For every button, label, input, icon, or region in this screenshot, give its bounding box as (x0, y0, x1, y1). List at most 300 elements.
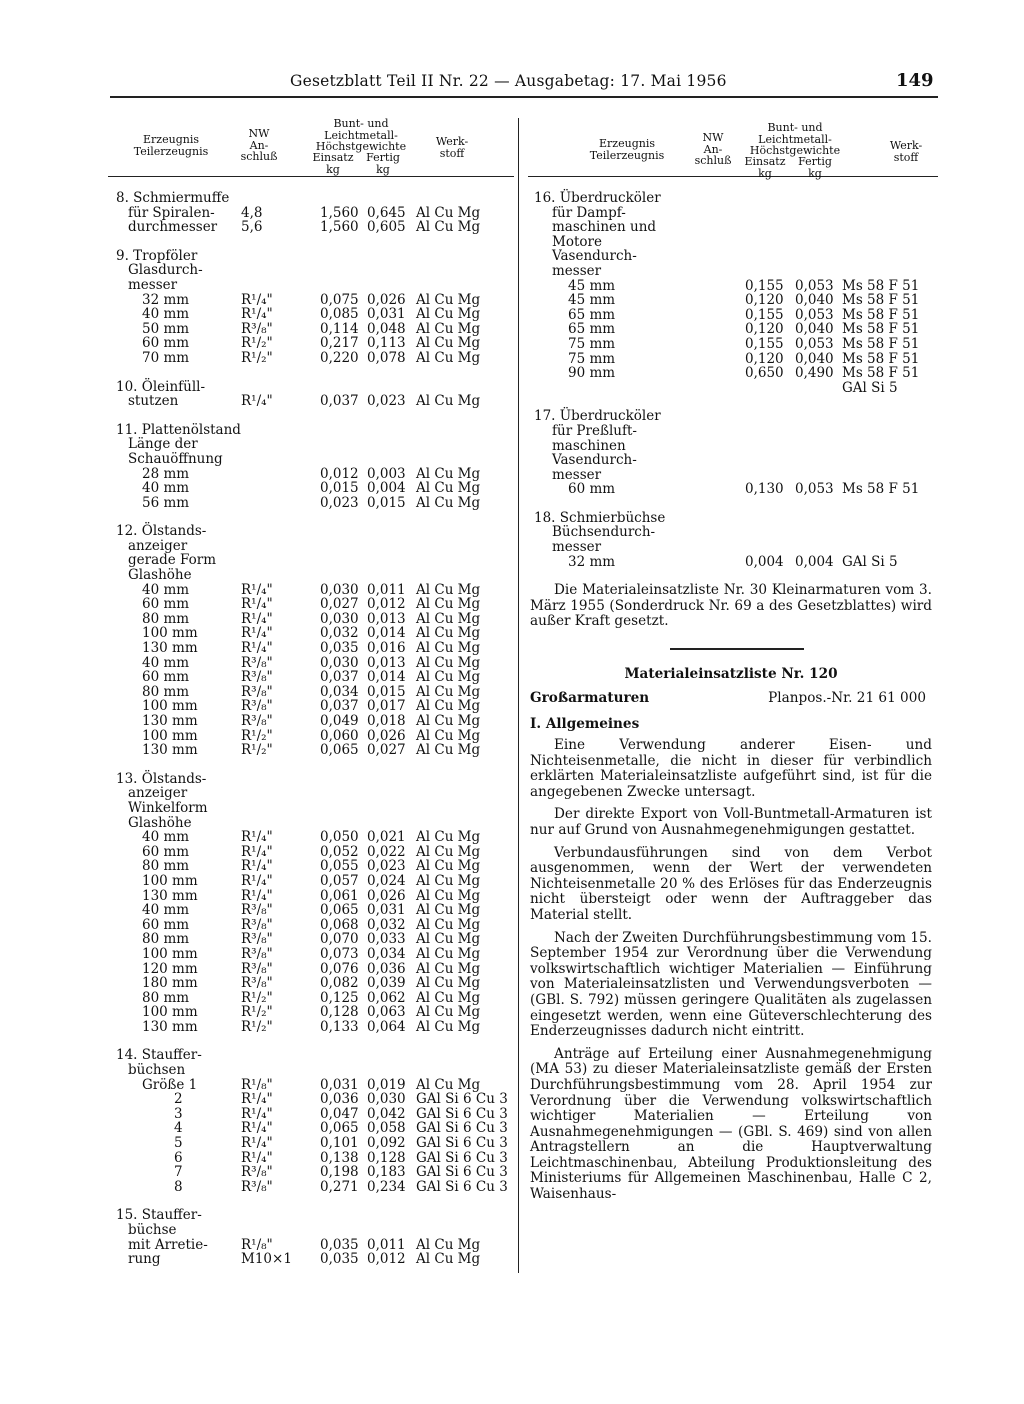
cell-werkstoff: Al Cu Mg (416, 349, 481, 366)
cell-fertig: 0,027 (367, 742, 406, 759)
cell-werkstoff: Ms 58 F 51 (842, 335, 920, 352)
cell-label: messer (552, 466, 602, 483)
subtitle-row (530, 690, 932, 708)
cell-label: messer (552, 539, 602, 556)
cell-fertig: 0,113 (367, 335, 406, 352)
cell-werkstoff: Al Cu Mg (416, 931, 481, 948)
cell-label: 8 (174, 1178, 183, 1195)
cell-label: Winkelform (128, 799, 208, 816)
cell-nw: R¹/₂" (241, 335, 273, 352)
cell-label: messer (128, 276, 178, 293)
table-row (108, 206, 514, 221)
cell-nw: R¹/₄" (241, 858, 273, 875)
cell-label: 80 mm (142, 931, 190, 948)
cell-werkstoff: Al Cu Mg (416, 989, 481, 1006)
cell-label: 7 (174, 1164, 183, 1181)
cell-fertig: 0,063 (367, 1004, 406, 1021)
cell-fertig: 0,026 (367, 887, 406, 904)
table-row (528, 337, 938, 352)
cell-werkstoff: GAl Si 6 Cu 3 (416, 1091, 508, 1108)
cell-nw: R³/₈" (241, 320, 273, 337)
table-row (108, 976, 514, 991)
table-row (528, 511, 938, 526)
cell-fertig: 0,023 (367, 393, 406, 410)
table-row (528, 293, 938, 308)
cell-label: 100 mm (142, 727, 198, 744)
cell-fertig: 0,031 (367, 902, 406, 919)
cell-werkstoff: Al Cu Mg (416, 581, 481, 598)
table-row (108, 1063, 514, 1078)
table-row (108, 874, 514, 889)
table-row (528, 352, 938, 367)
cell-label: 100 mm (142, 872, 198, 889)
cell-fertig: 0,078 (367, 349, 406, 366)
material-list-title: Materialeinsatzliste Nr. 120 (624, 666, 838, 683)
cell-einsatz: 0,068 (320, 916, 359, 933)
cell-nw: R³/₈" (241, 698, 273, 715)
cell-nw: R³/₈" (241, 654, 273, 671)
cell-werkstoff: Al Cu Mg (416, 872, 481, 889)
cell-label: büchsen (128, 1062, 186, 1079)
cell-werkstoff: GAl Si 6 Cu 3 (416, 1149, 508, 1166)
right-column (528, 114, 938, 1210)
cell-label: Schauöffnung (128, 450, 223, 467)
cell-einsatz: 0,050 (320, 829, 359, 846)
table-row (108, 351, 514, 366)
cell-einsatz: 0,070 (320, 931, 359, 948)
cell-werkstoff: Ms 58 F 51 (842, 321, 920, 338)
table-row (528, 279, 938, 294)
cell-label: 32 mm (142, 291, 190, 308)
cell-werkstoff: GAl Si 6 Cu 3 (416, 1164, 508, 1181)
table-row (108, 380, 514, 395)
cell-fertig: 0,022 (367, 843, 406, 860)
table-row (108, 539, 514, 554)
cell-label: 56 mm (142, 494, 190, 511)
cell-nw: R³/₈" (241, 683, 273, 700)
table-item (528, 511, 938, 569)
cell-nw: R¹/₂" (241, 1004, 273, 1021)
table-row (108, 278, 514, 293)
table-row (108, 452, 514, 467)
cell-label: 130 mm (142, 742, 198, 759)
cell-einsatz: 0,030 (320, 581, 359, 598)
cell-fertig: 0,011 (367, 1236, 406, 1253)
cell-label: 17. Überdrucköler (534, 408, 661, 425)
table-row (108, 1238, 514, 1253)
cell-werkstoff: Al Cu Mg (416, 945, 481, 962)
cell-werkstoff: Al Cu Mg (416, 291, 481, 308)
table-row (528, 525, 938, 540)
cell-label: rung (128, 1251, 161, 1268)
cell-fertig: 0,058 (367, 1120, 406, 1137)
table-row (108, 467, 514, 482)
cell-label: 180 mm (142, 975, 198, 992)
table-row (108, 801, 514, 816)
cell-einsatz: 0,049 (320, 713, 359, 729)
cell-label: Büchsendurch- (552, 524, 656, 541)
cell-label: 120 mm (142, 960, 198, 977)
header-text: stoff (439, 146, 465, 160)
cell-einsatz: 0,036 (320, 1091, 359, 1108)
cell-einsatz: 1,560 (320, 219, 359, 236)
cell-werkstoff: GAl Si 5 (842, 553, 898, 570)
cell-werkstoff: Ms 58 F 51 (842, 277, 920, 294)
cell-werkstoff: Al Cu Mg (416, 219, 481, 236)
plan-position: Planpos.-Nr. 21 61 000 (768, 690, 926, 707)
cell-fertig: 0,003 (367, 465, 406, 482)
cell-fertig: 0,018 (367, 713, 406, 729)
cell-einsatz: 0,155 (745, 277, 784, 294)
cell-werkstoff: GAl Si 5 (842, 379, 898, 396)
cell-einsatz: 0,004 (745, 553, 784, 570)
table-row (108, 1092, 514, 1107)
cell-werkstoff: Al Cu Mg (416, 683, 481, 700)
table-item (108, 524, 514, 758)
cell-nw: R¹/₄" (241, 1120, 273, 1137)
table-row (108, 1078, 514, 1093)
cell-fertig: 0,039 (367, 975, 406, 992)
header-text: Erzeugnis (143, 133, 199, 146)
left-column (108, 114, 514, 1281)
cell-einsatz: 0,198 (320, 1164, 359, 1181)
cell-label: 32 mm (568, 553, 616, 570)
cell-einsatz: 0,065 (320, 742, 359, 759)
table-item (528, 191, 938, 395)
cell-werkstoff: Al Cu Mg (416, 625, 481, 642)
cell-werkstoff: Al Cu Mg (416, 335, 481, 352)
table-row (108, 336, 514, 351)
cell-label: Glasdurch- (128, 262, 203, 279)
cell-nw: R¹/₂" (241, 742, 273, 759)
cell-werkstoff: Al Cu Mg (416, 1236, 481, 1253)
cell-fertig: 0,004 (367, 480, 406, 497)
cell-einsatz: 0,128 (320, 1004, 359, 1021)
cell-label: anzeiger (128, 785, 188, 802)
cell-werkstoff: Al Cu Mg (416, 596, 481, 613)
col-header-erzeugnis (116, 134, 226, 157)
cell-werkstoff: Al Cu Mg (416, 654, 481, 671)
table-row (528, 191, 938, 206)
table-item (108, 380, 514, 409)
table-row (108, 889, 514, 904)
table-row (108, 772, 514, 787)
table-row (108, 1208, 514, 1223)
header-text: Werk- (435, 135, 469, 148)
header-text: Bunt- und (333, 117, 389, 130)
cell-label: 3 (174, 1105, 183, 1122)
table-row (108, 263, 514, 278)
cell-fertig: 0,012 (367, 596, 406, 613)
cell-fertig: 0,490 (795, 365, 834, 382)
cell-einsatz: 0,065 (320, 902, 359, 919)
cell-label: 50 mm (142, 320, 190, 337)
cell-nw: R¹/₄" (241, 872, 273, 889)
cell-einsatz: 0,037 (320, 669, 359, 686)
col-header-einsatz (740, 156, 790, 179)
cell-fertig: 0,030 (367, 1091, 406, 1108)
cell-werkstoff: Ms 58 F 51 (842, 306, 920, 323)
cell-label: 130 mm (142, 1018, 198, 1035)
cell-fertig: 0,048 (367, 320, 406, 337)
cell-werkstoff: Al Cu Mg (416, 494, 481, 511)
cell-fertig: 0,033 (367, 931, 406, 948)
table-row (528, 366, 938, 381)
cell-fertig: 0,013 (367, 654, 406, 671)
table-row (108, 626, 514, 641)
cell-werkstoff: Ms 58 F 51 (842, 365, 920, 382)
cell-label: 65 mm (568, 306, 616, 323)
cell-einsatz: 0,120 (745, 321, 784, 338)
table-row (528, 453, 938, 468)
cell-einsatz: 0,023 (320, 494, 359, 511)
cell-einsatz: 0,130 (745, 481, 784, 498)
cell-werkstoff: GAl Si 6 Cu 3 (416, 1135, 508, 1152)
cell-fertig: 0,036 (367, 960, 406, 977)
table-row (108, 1048, 514, 1063)
cell-fertig: 0,092 (367, 1135, 406, 1152)
col-header-werkstoff (424, 136, 480, 159)
cell-werkstoff: Al Cu Mg (416, 975, 481, 992)
table-row (108, 1107, 514, 1122)
cell-nw: M10×1 (241, 1251, 292, 1268)
table-row (108, 656, 514, 671)
cell-werkstoff: Al Cu Mg (416, 1018, 481, 1035)
table-row (528, 424, 938, 439)
cell-fertig: 0,128 (367, 1149, 406, 1166)
cell-fertig: 0,040 (795, 350, 834, 367)
cell-label: 14. Stauffer- (116, 1047, 202, 1064)
cell-einsatz: 0,120 (745, 350, 784, 367)
table-item (108, 1048, 514, 1194)
cell-nw: R¹/₄" (241, 291, 273, 308)
cell-nw: R¹/₄" (241, 1135, 273, 1152)
cell-werkstoff: Ms 58 F 51 (842, 292, 920, 309)
header-rule (110, 96, 938, 98)
cell-nw: R³/₈" (241, 1164, 273, 1181)
paragraph: Nach der Zweiten Durchführungsbestimmung vom 15. September 1954 zur Verordnung über die Verwendung volkswirtschaftlich wichtiger Materialien — Einführung von Materialeinsatzlisten und Verwendungsverboten — (GBl. S. 792) müssen geringere Qualitäten als zugelassen eingesetzt werden, wenn eine Güteverschlechterung des Enderzeugnisses dadurch nicht eintritt. (530, 929, 932, 1040)
cell-label: 8. Schmiermuffe (116, 190, 230, 206)
cell-fertig: 0,015 (367, 683, 406, 700)
cell-werkstoff: Al Cu Mg (416, 610, 481, 627)
cell-nw: R¹/₄" (241, 581, 273, 598)
cell-einsatz: 0,085 (320, 306, 359, 323)
table-row (108, 641, 514, 656)
cell-nw: R¹/₂" (241, 1018, 273, 1035)
header-text: kg (376, 162, 390, 176)
cell-label: 60 mm (142, 843, 190, 860)
cell-einsatz: 0,012 (320, 465, 359, 482)
cell-fertig: 0,024 (367, 872, 406, 889)
cell-werkstoff: Al Cu Mg (416, 204, 481, 221)
header-text: Höchstgewichte (749, 144, 841, 157)
table-row (108, 1121, 514, 1136)
cell-einsatz: 0,031 (320, 1076, 359, 1093)
cell-label: 75 mm (568, 335, 616, 352)
header-text: Leichtmetall- (324, 128, 398, 142)
cell-label: Glashöhe (128, 814, 192, 831)
cell-einsatz: 0,220 (320, 349, 359, 366)
cell-label: 18. Schmierbüchse (534, 509, 666, 526)
cell-label: Glashöhe (128, 567, 192, 584)
cell-fertig: 0,014 (367, 625, 406, 642)
header-text: Teilerzeugnis (589, 148, 665, 162)
cell-einsatz: 0,076 (320, 960, 359, 977)
cell-nw: R¹/₈" (241, 1076, 273, 1093)
cell-label: gerade Form (128, 552, 217, 569)
cell-einsatz: 0,060 (320, 727, 359, 744)
cell-label: 130 mm (142, 887, 198, 904)
table-row (108, 685, 514, 700)
table-row (528, 235, 938, 250)
table-row (108, 816, 514, 831)
header-text: Fertig (798, 155, 832, 168)
cell-label: Länge der (128, 436, 198, 453)
header-text: Höchstgewichte (315, 140, 407, 153)
table-row (108, 1223, 514, 1238)
cell-nw: R¹/₂" (241, 989, 273, 1006)
table-row (528, 322, 938, 337)
cell-nw: R³/₈" (241, 975, 273, 992)
cell-label: 9. Tropföler (116, 247, 198, 264)
cell-fertig: 0,183 (367, 1164, 406, 1181)
cell-nw: R¹/₄" (241, 640, 273, 657)
cell-einsatz: 0,114 (320, 320, 359, 337)
cell-nw: R¹/₄" (241, 829, 273, 846)
cell-label: 6 (174, 1149, 183, 1166)
cell-einsatz: 0,032 (320, 625, 359, 642)
cell-werkstoff: Al Cu Mg (416, 1251, 481, 1268)
table-item (108, 772, 514, 1035)
cell-nw: 4,8 (241, 204, 263, 221)
text-block (528, 583, 938, 1202)
table-row (108, 918, 514, 933)
section-separator (670, 648, 804, 650)
cell-label: 16. Überdrucköler (534, 190, 661, 206)
table-row (108, 743, 514, 758)
cell-label: 100 mm (142, 625, 198, 642)
cell-label: 40 mm (142, 306, 190, 323)
cell-werkstoff: Al Cu Mg (416, 480, 481, 497)
table-row (108, 962, 514, 977)
cell-label: Größe 1 (142, 1076, 198, 1093)
subtitle-left: Großarmaturen (530, 690, 650, 707)
cell-fertig: 0,645 (367, 204, 406, 221)
table-row (528, 206, 938, 221)
cell-label: 2 (174, 1091, 183, 1108)
table-row (108, 991, 514, 1006)
table-row (108, 481, 514, 496)
cell-nw: R¹/₄" (241, 843, 273, 860)
cell-einsatz: 0,030 (320, 610, 359, 627)
cell-werkstoff: Al Cu Mg (416, 858, 481, 875)
cell-fertig: 0,017 (367, 698, 406, 715)
cell-einsatz: 0,035 (320, 1251, 359, 1268)
cell-werkstoff: Al Cu Mg (416, 465, 481, 482)
cell-nw: R¹/₄" (241, 1091, 273, 1108)
cell-einsatz: 0,650 (745, 365, 784, 382)
cell-fertig: 0,004 (795, 553, 834, 570)
table-row (528, 482, 938, 497)
cell-nw: R³/₈" (241, 902, 273, 919)
cell-fertig: 0,040 (795, 292, 834, 309)
header-text: Leichtmetall- (758, 132, 832, 146)
table-row (108, 496, 514, 511)
cell-nw: 5,6 (241, 219, 263, 236)
cell-werkstoff: Al Cu Mg (416, 902, 481, 919)
cell-label: 60 mm (142, 916, 190, 933)
cell-nw: R¹/₄" (241, 393, 273, 410)
cell-label: Vasendurch- (552, 248, 637, 265)
cell-einsatz: 0,120 (745, 292, 784, 309)
table-row (108, 293, 514, 308)
cell-nw: R³/₈" (241, 945, 273, 962)
header-text: kg (808, 166, 822, 180)
paragraph: Der direkte Export von Voll-Buntmetall-Armaturen ist nur auf Grund von Ausnahmegenehmigungen gestattet. (530, 806, 932, 838)
cell-label: maschinen und (552, 219, 657, 236)
cell-label: 12. Ölstands- (116, 523, 207, 540)
col-header-bunt (738, 122, 852, 157)
header-text: kg (326, 162, 340, 176)
cell-label: 13. Ölstands- (116, 770, 207, 787)
cell-nw: R¹/₄" (241, 610, 273, 627)
cell-label: Motore (552, 233, 602, 250)
cell-label: 15. Stauffer- (116, 1207, 202, 1224)
table-row (108, 699, 514, 714)
table-row (108, 830, 514, 845)
table-item (108, 1208, 514, 1266)
header-text: NW (702, 131, 724, 144)
cell-nw: R³/₈" (241, 916, 273, 933)
cell-nw: R¹/₄" (241, 1149, 273, 1166)
header-text: NW (248, 127, 270, 140)
table-item (108, 249, 514, 366)
cell-einsatz: 0,037 (320, 698, 359, 715)
cell-label: 130 mm (142, 713, 198, 729)
cell-einsatz: 0,138 (320, 1149, 359, 1166)
cell-einsatz: 0,037 (320, 393, 359, 410)
table-header (528, 114, 938, 180)
right-table-body (528, 177, 938, 569)
cell-werkstoff: Al Cu Mg (416, 320, 481, 337)
table-row (108, 1020, 514, 1035)
table-row (108, 947, 514, 962)
cell-label: 80 mm (142, 683, 190, 700)
page-number: 149 (896, 70, 934, 91)
cell-einsatz: 0,035 (320, 640, 359, 657)
cell-fertig: 0,032 (367, 916, 406, 933)
cell-nw: R¹/₂" (241, 727, 273, 744)
cell-einsatz: 0,047 (320, 1105, 359, 1122)
cell-einsatz: 0,073 (320, 945, 359, 962)
table-row (108, 670, 514, 685)
cell-einsatz: 0,082 (320, 975, 359, 992)
cell-werkstoff: Al Cu Mg (416, 727, 481, 744)
cell-fertig: 0,031 (367, 306, 406, 323)
cell-label: für Spiralen- (128, 204, 215, 221)
col-header-fertig (792, 156, 838, 179)
cell-label: 65 mm (568, 321, 616, 338)
cell-label: 60 mm (568, 481, 616, 498)
table-item (108, 191, 514, 235)
cell-label: 40 mm (142, 829, 190, 846)
section-heading: I. Allgemeines (530, 716, 640, 733)
cell-label: 60 mm (142, 669, 190, 686)
cell-label: 100 mm (142, 945, 198, 962)
table-row (528, 409, 938, 424)
table-row (108, 394, 514, 409)
table-row (108, 1165, 514, 1180)
